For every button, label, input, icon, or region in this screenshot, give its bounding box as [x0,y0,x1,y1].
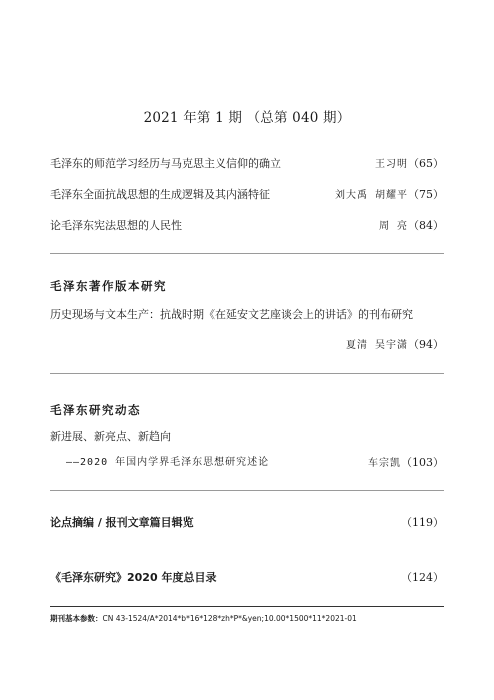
section-divider [50,253,444,254]
entry-title: 《毛泽东研究》2020 年度总目录 [50,571,217,584]
entry-page: （94） [408,338,444,351]
section-divider [50,373,444,374]
entry-author: 周 亮 [378,221,408,232]
entry-page: （75） [408,188,444,201]
issue-title: 2021 年第 1 期 （总第 040 期） [143,110,351,126]
footer-label: 期刊基本参数： [50,614,103,623]
footer-divider [50,606,444,607]
entry-title: 新进展、新亮点、新趋向 [50,430,171,443]
entry-title: 论点摘编 / 报刊文章篇目辑览 [50,516,194,529]
entry-page: （103） [401,456,444,469]
entry-subtitle: ——2020 年国内学界毛泽东思想研究述论 [66,457,270,468]
section-heading: 毛泽东研究动态 [50,403,141,417]
entry-title: 毛泽东全面抗战思想的生成逻辑及其内涵特征 [50,188,270,201]
entry-author: 刘大禹 胡耀平 [334,190,408,201]
section-heading: 毛泽东著作版本研究 [50,279,167,293]
entry-title: 毛泽东的师范学习经历与马克思主义信仰的确立 [50,157,281,170]
footer-value: CN 43-1524/A*2014*b*16*128*zh*P*&yen;10.00*1500*11*2021-01 [102,614,357,623]
entry-title: 论毛泽东宪法思想的人民性 [50,219,182,232]
section-divider [50,490,444,491]
entry-author: 王习明 [375,159,408,170]
entry-page: （84） [408,219,444,232]
entry-title: 历史现场与文本生产：抗战时期《在延安文艺座谈会上的讲话》的刊布研究 [50,308,413,321]
entry-page: （119） [401,516,444,529]
entry-page: （124） [401,571,444,584]
journal-parameters [50,613,357,624]
entry-author: 夏清 吴宇潇 [345,340,408,351]
entry-page: （65） [408,157,444,170]
entry-author: 车宗凯 [368,458,401,469]
